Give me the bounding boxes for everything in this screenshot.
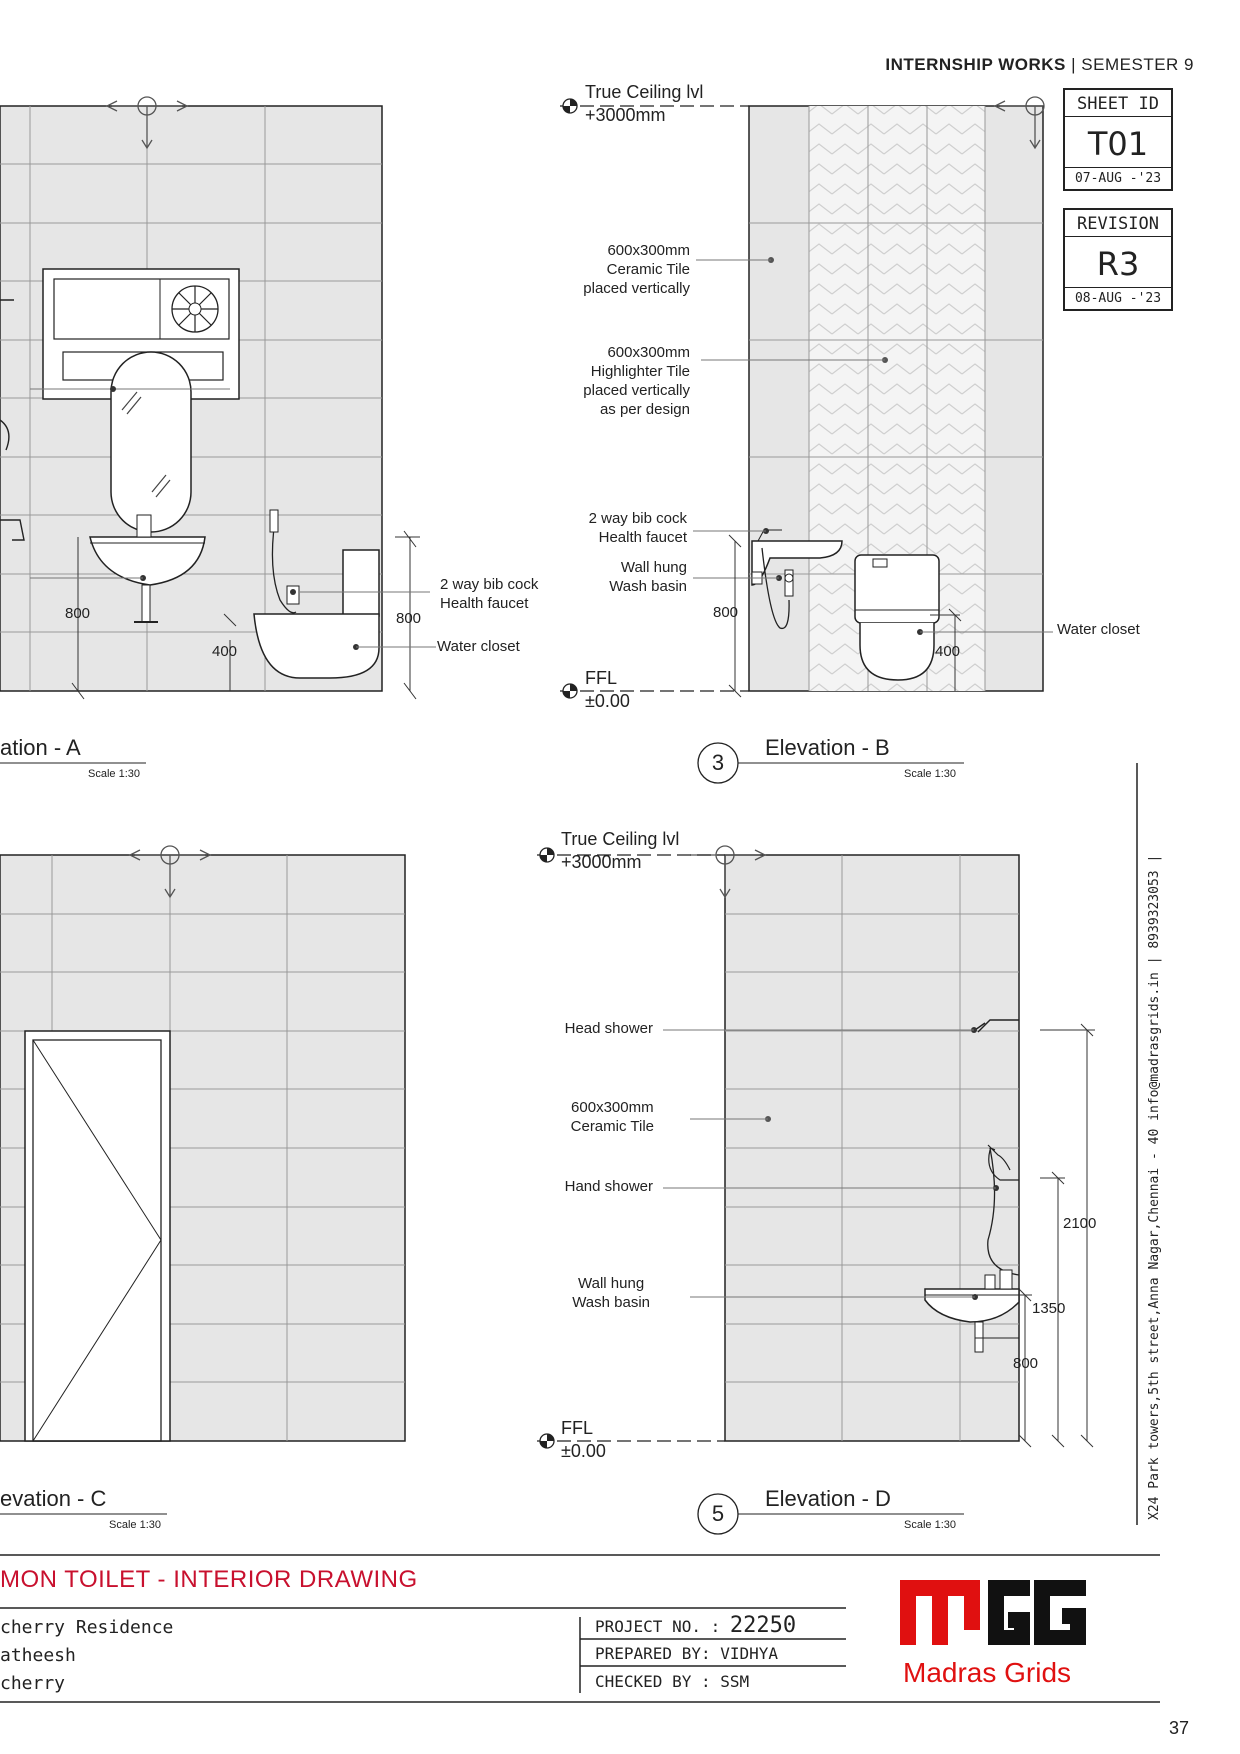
elevation-b-scale: Scale 1:30: [904, 768, 956, 780]
dim-wc-b: 400: [935, 643, 961, 660]
dim-800-d: 800: [1013, 1355, 1039, 1372]
header-prefix: INTERNSHIP WORKS: [885, 55, 1066, 74]
dim-1350: 1350: [1032, 1300, 1066, 1317]
sheet-id-date: 07-AUG -'23: [1065, 167, 1171, 189]
revision-label: REVISION: [1065, 210, 1171, 237]
label-ceramic-tile-d: 600x300mm Ceramic Tile: [570, 1099, 654, 1135]
page-number: 37: [1169, 1718, 1190, 1738]
label-hand-shower: Hand shower: [564, 1178, 653, 1195]
label-wash-basin-b: Wall hung Wash basin: [609, 559, 687, 595]
floor-level-value: ±0.00: [585, 691, 630, 711]
dim-2100: 2100: [1063, 1215, 1097, 1232]
floor-level-b: [585, 667, 630, 713]
label-water-closet-a: Water closet: [437, 638, 520, 655]
elevation-b-title: Elevation - B: [765, 735, 890, 760]
label-bib-cock-a: 2 way bib cock Health faucet: [440, 576, 539, 612]
sheet-id-label: SHEET ID: [1065, 90, 1171, 117]
elevation-b-drawing: [560, 97, 1053, 783]
floor-level-label: FFL: [585, 668, 618, 688]
dim-wc-offset-a: 400: [212, 643, 238, 660]
brand-name: Madras Grids: [903, 1657, 1072, 1688]
sheet-id-value: T01: [1087, 125, 1149, 163]
elevation-a-scale: Scale 1:30: [88, 768, 140, 780]
label-wash-basin-d: Wall hung Wash basin: [572, 1275, 650, 1311]
project-info-line-2: atheesh: [0, 1645, 76, 1666]
ceiling-level-value: +3000mm: [585, 105, 666, 125]
page-header: [885, 55, 1194, 75]
prepared-by: PREPARED BY: VIDHYA: [595, 1644, 779, 1663]
ceiling-level-d: [561, 828, 679, 874]
project-info: [0, 1614, 173, 1698]
dim-wc-height-a: 800: [396, 610, 422, 627]
revision-box: [1063, 208, 1173, 311]
header-divider: |: [1071, 55, 1077, 74]
drawing-title: MON TOILET - INTERIOR DRAWING: [0, 1566, 418, 1593]
elevation-a-title: ation - A: [0, 735, 81, 760]
label-water-closet-b: Water closet: [1057, 621, 1140, 638]
label-head-shower: Head shower: [564, 1020, 653, 1037]
revision-date: 08-AUG -'23: [1065, 287, 1171, 309]
sidebar-address: X24 Park towers,5th street,Anna Nagar,Chennai - 40 info@madrasgrids.in | 8939323053 |: [1147, 854, 1162, 1520]
ceiling-level-value-d: +3000mm: [561, 852, 642, 872]
elevation-c-scale: Scale 1:30: [109, 1519, 161, 1531]
project-number-value: 22250: [729, 1613, 797, 1638]
ceiling-level-b: [585, 81, 703, 127]
project-number-row: [595, 1613, 796, 1638]
floor-level-d: [561, 1417, 606, 1463]
floor-level-label-d: FFL: [561, 1418, 594, 1438]
header-suffix: SEMESTER 9: [1081, 55, 1194, 74]
madras-grids-logo: [900, 1580, 1086, 1645]
label-ceramic-tile-b: 600x300mm Ceramic Tile placed vertically: [583, 242, 690, 297]
elevation-d-number: 5: [711, 1501, 725, 1526]
elevation-c-title: evation - C: [0, 1486, 107, 1511]
project-number-label: PROJECT NO. :: [595, 1617, 721, 1636]
revision-value: R3: [1096, 245, 1140, 283]
label-highlighter-tile-b: 600x300mm Highlighter Tile placed vertically as per design: [583, 344, 690, 418]
label-bib-cock-b: 2 way bib cock Health faucet: [588, 510, 687, 546]
elevation-d-title: Elevation - D: [765, 1486, 891, 1511]
floor-level-value-d: ±0.00: [561, 1441, 606, 1461]
dim-basin-a: 800: [65, 605, 91, 622]
ceiling-level-label-d: True Ceiling lvl: [561, 829, 680, 849]
elevation-b-number: 3: [711, 750, 725, 775]
checked-by: CHECKED BY : SSM: [595, 1672, 750, 1691]
project-info-line-3: cherry: [0, 1673, 66, 1694]
elevation-d-scale: Scale 1:30: [904, 1519, 956, 1531]
elevation-c-drawing: [0, 846, 405, 1441]
sheet-id-box: [1063, 88, 1173, 191]
ceiling-level-label: True Ceiling lvl: [585, 82, 704, 102]
project-info-line-1: cherry Residence: [0, 1617, 174, 1638]
dim-basin-b: 800: [713, 604, 739, 621]
